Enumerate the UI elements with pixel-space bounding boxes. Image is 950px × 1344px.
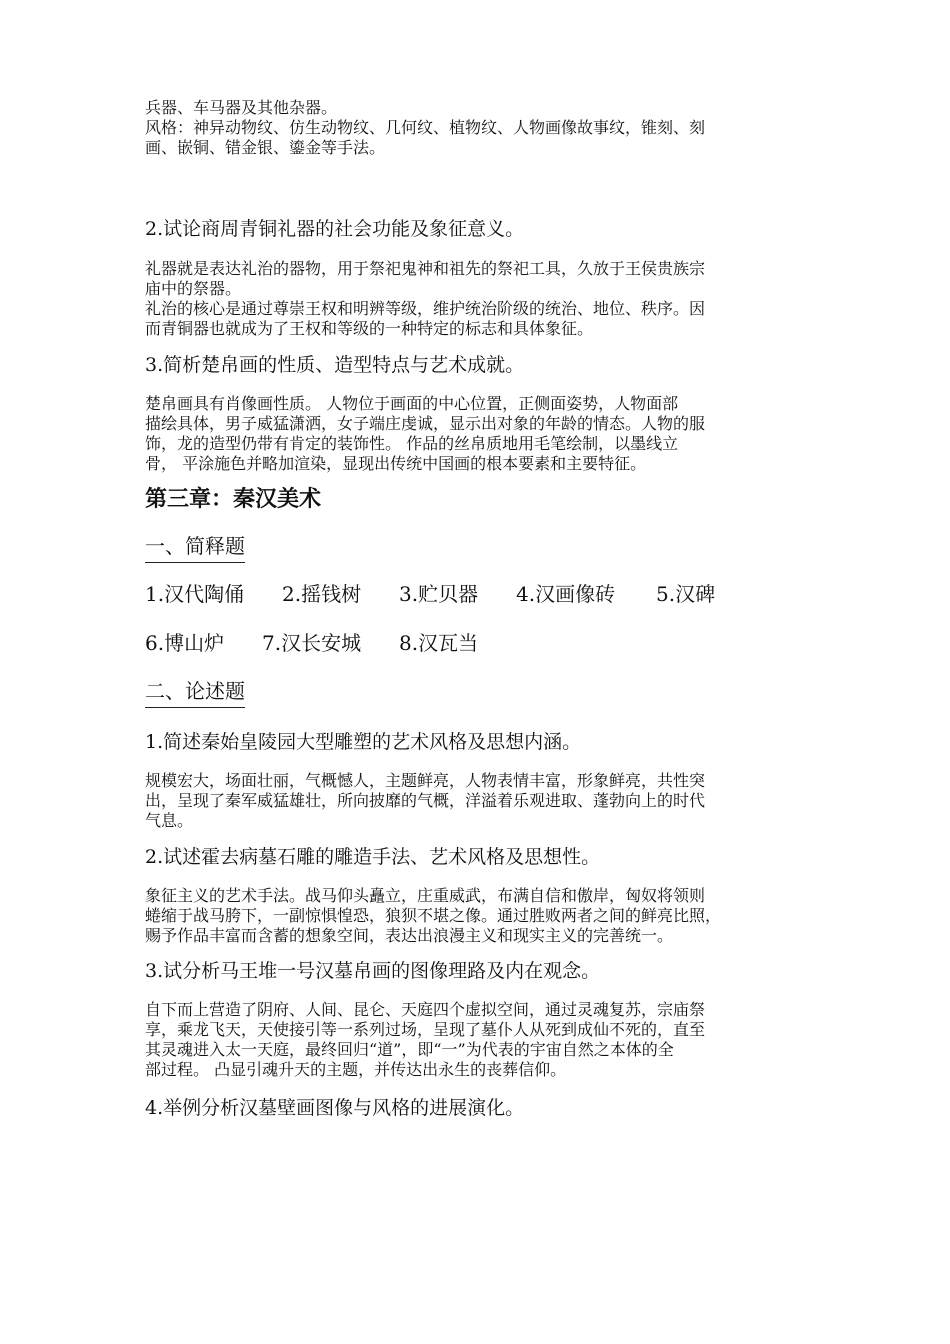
answer-paragraph bbox=[145, 259, 817, 339]
term-item: 1.汉代陶俑 bbox=[145, 582, 245, 606]
text-line: 楚帛画具有肖像画性质。 人物位于画面的中心位置，正侧面姿势，人物面部 bbox=[145, 394, 679, 413]
text-line: 描绘具体，男子威猛潇洒，女子端庄虔诚，显示出对象的年龄的情态。人物的服 bbox=[145, 414, 706, 433]
question-title: 3.简析楚帛画的性质、造型特点与艺术成就。 bbox=[145, 354, 525, 376]
term-item: 4.汉画像砖 bbox=[516, 582, 616, 606]
question-title: 4.举例分析汉墓壁画图像与风格的进展演化。 bbox=[145, 1097, 525, 1119]
term-item: 7.汉长安城 bbox=[262, 631, 362, 655]
question-title: 3.试分析马王堆一号汉墓帛画的图像理路及内在观念。 bbox=[145, 960, 601, 982]
chapter-heading bbox=[145, 486, 817, 514]
question-title: 1.简述秦始皇陵园大型雕塑的艺术风格及思想内涵。 bbox=[145, 731, 582, 753]
question-heading bbox=[145, 217, 817, 241]
text-line: 享，乘龙飞天，天使接引等一系列过场，呈现了墓仆人从死到成仙不死的，直至 bbox=[145, 1020, 706, 1039]
text-line: 兵器、车马器及其他杂器。 bbox=[145, 98, 338, 117]
text-line: 部过程。 凸显引魂升天的主题，并传达出永生的丧葬信仰。 bbox=[145, 1060, 567, 1079]
intro-paragraph bbox=[145, 98, 817, 158]
answer-paragraph bbox=[145, 1000, 817, 1080]
text-line: 赐予作品丰富而含蓄的想象空间，表达出浪漫主义和现实主义的完善统一。 bbox=[145, 926, 674, 945]
text-line: 出，呈现了秦军威猛雄壮，所向披靡的气概，洋溢着乐观进取、蓬勃向上的时代 bbox=[145, 791, 706, 810]
term-item: 5.汉碑 bbox=[656, 582, 716, 606]
text-line: 礼治的核心是通过尊崇王权和明辨等级，维护统治阶级的统治、地位、秩序。因 bbox=[145, 299, 706, 318]
text-line: 饰，龙的造型仍带有肯定的装饰性。 作品的丝帛质地用毛笔绘制，以墨线立 bbox=[145, 434, 679, 453]
section-heading bbox=[145, 533, 817, 563]
question-heading bbox=[145, 959, 817, 983]
term-item: 3.贮贝器 bbox=[399, 582, 479, 606]
question-heading bbox=[145, 353, 817, 377]
text-line: 其灵魂进入太一天庭，最终回归“道”，即“一”为代表的宇宙自然之本体的全 bbox=[145, 1040, 674, 1059]
text-line: 自下而上营造了阴府、人间、昆仑、天庭四个虚拟空间，通过灵魂复苏，宗庙祭 bbox=[145, 1000, 706, 1019]
question-title: 2.试述霍去病墓石雕的雕造手法、艺术风格及思想性。 bbox=[145, 846, 601, 868]
terms-row bbox=[145, 630, 817, 656]
text-line: 庙中的祭器。 bbox=[145, 279, 242, 298]
answer-paragraph bbox=[145, 886, 817, 946]
text-line: 规模宏大，场面壮丽，气概憾人，主题鲜亮，人物表情丰富，形象鲜亮，共性突 bbox=[145, 771, 706, 790]
text-line: 象征主义的艺术手法。战马仰头矗立，庄重威武，布满自信和傲岸，匈奴将领则 bbox=[145, 886, 706, 905]
term-item: 2.摇钱树 bbox=[282, 582, 362, 606]
text-line: 风格：神异动物纹、仿生动物纹、几何纹、植物纹、人物画像故事纹，锥刻、刻 bbox=[145, 118, 706, 137]
answer-paragraph bbox=[145, 394, 817, 474]
text-line: 而青铜器也就成为了王权和等级的一种特定的标志和具体象征。 bbox=[145, 319, 594, 338]
answer-paragraph bbox=[145, 771, 817, 831]
section-title: 二、论述题 bbox=[145, 678, 245, 708]
section-heading bbox=[145, 678, 817, 708]
text-line: 画、嵌铜、错金银、鎏金等手法。 bbox=[145, 138, 386, 157]
question-title: 2.试论商周青铜礼器的社会功能及象征意义。 bbox=[145, 218, 525, 240]
section-title: 一、简释题 bbox=[145, 533, 245, 563]
text-line: 骨， 平涂施色并略加渲染，显现出传统中国画的根本要素和主要特征。 bbox=[145, 454, 647, 473]
term-item: 6.博山炉 bbox=[145, 631, 225, 655]
text-line: 气息。 bbox=[145, 811, 194, 830]
terms-row bbox=[145, 581, 817, 607]
term-item: 8.汉瓦当 bbox=[399, 631, 479, 655]
text-line: 蜷缩于战马胯下，一副惊惧惶恐，狼狈不堪之像。通过胜败两者之间的鲜亮比照， bbox=[145, 906, 722, 925]
text-line: 礼器就是表达礼治的器物，用于祭祀鬼神和祖先的祭祀工具，久放于王侯贵族宗 bbox=[145, 259, 706, 278]
question-heading bbox=[145, 1096, 817, 1120]
question-heading bbox=[145, 730, 817, 754]
question-heading bbox=[145, 845, 817, 869]
chapter-title: 第三章：秦汉美术 bbox=[145, 487, 322, 512]
